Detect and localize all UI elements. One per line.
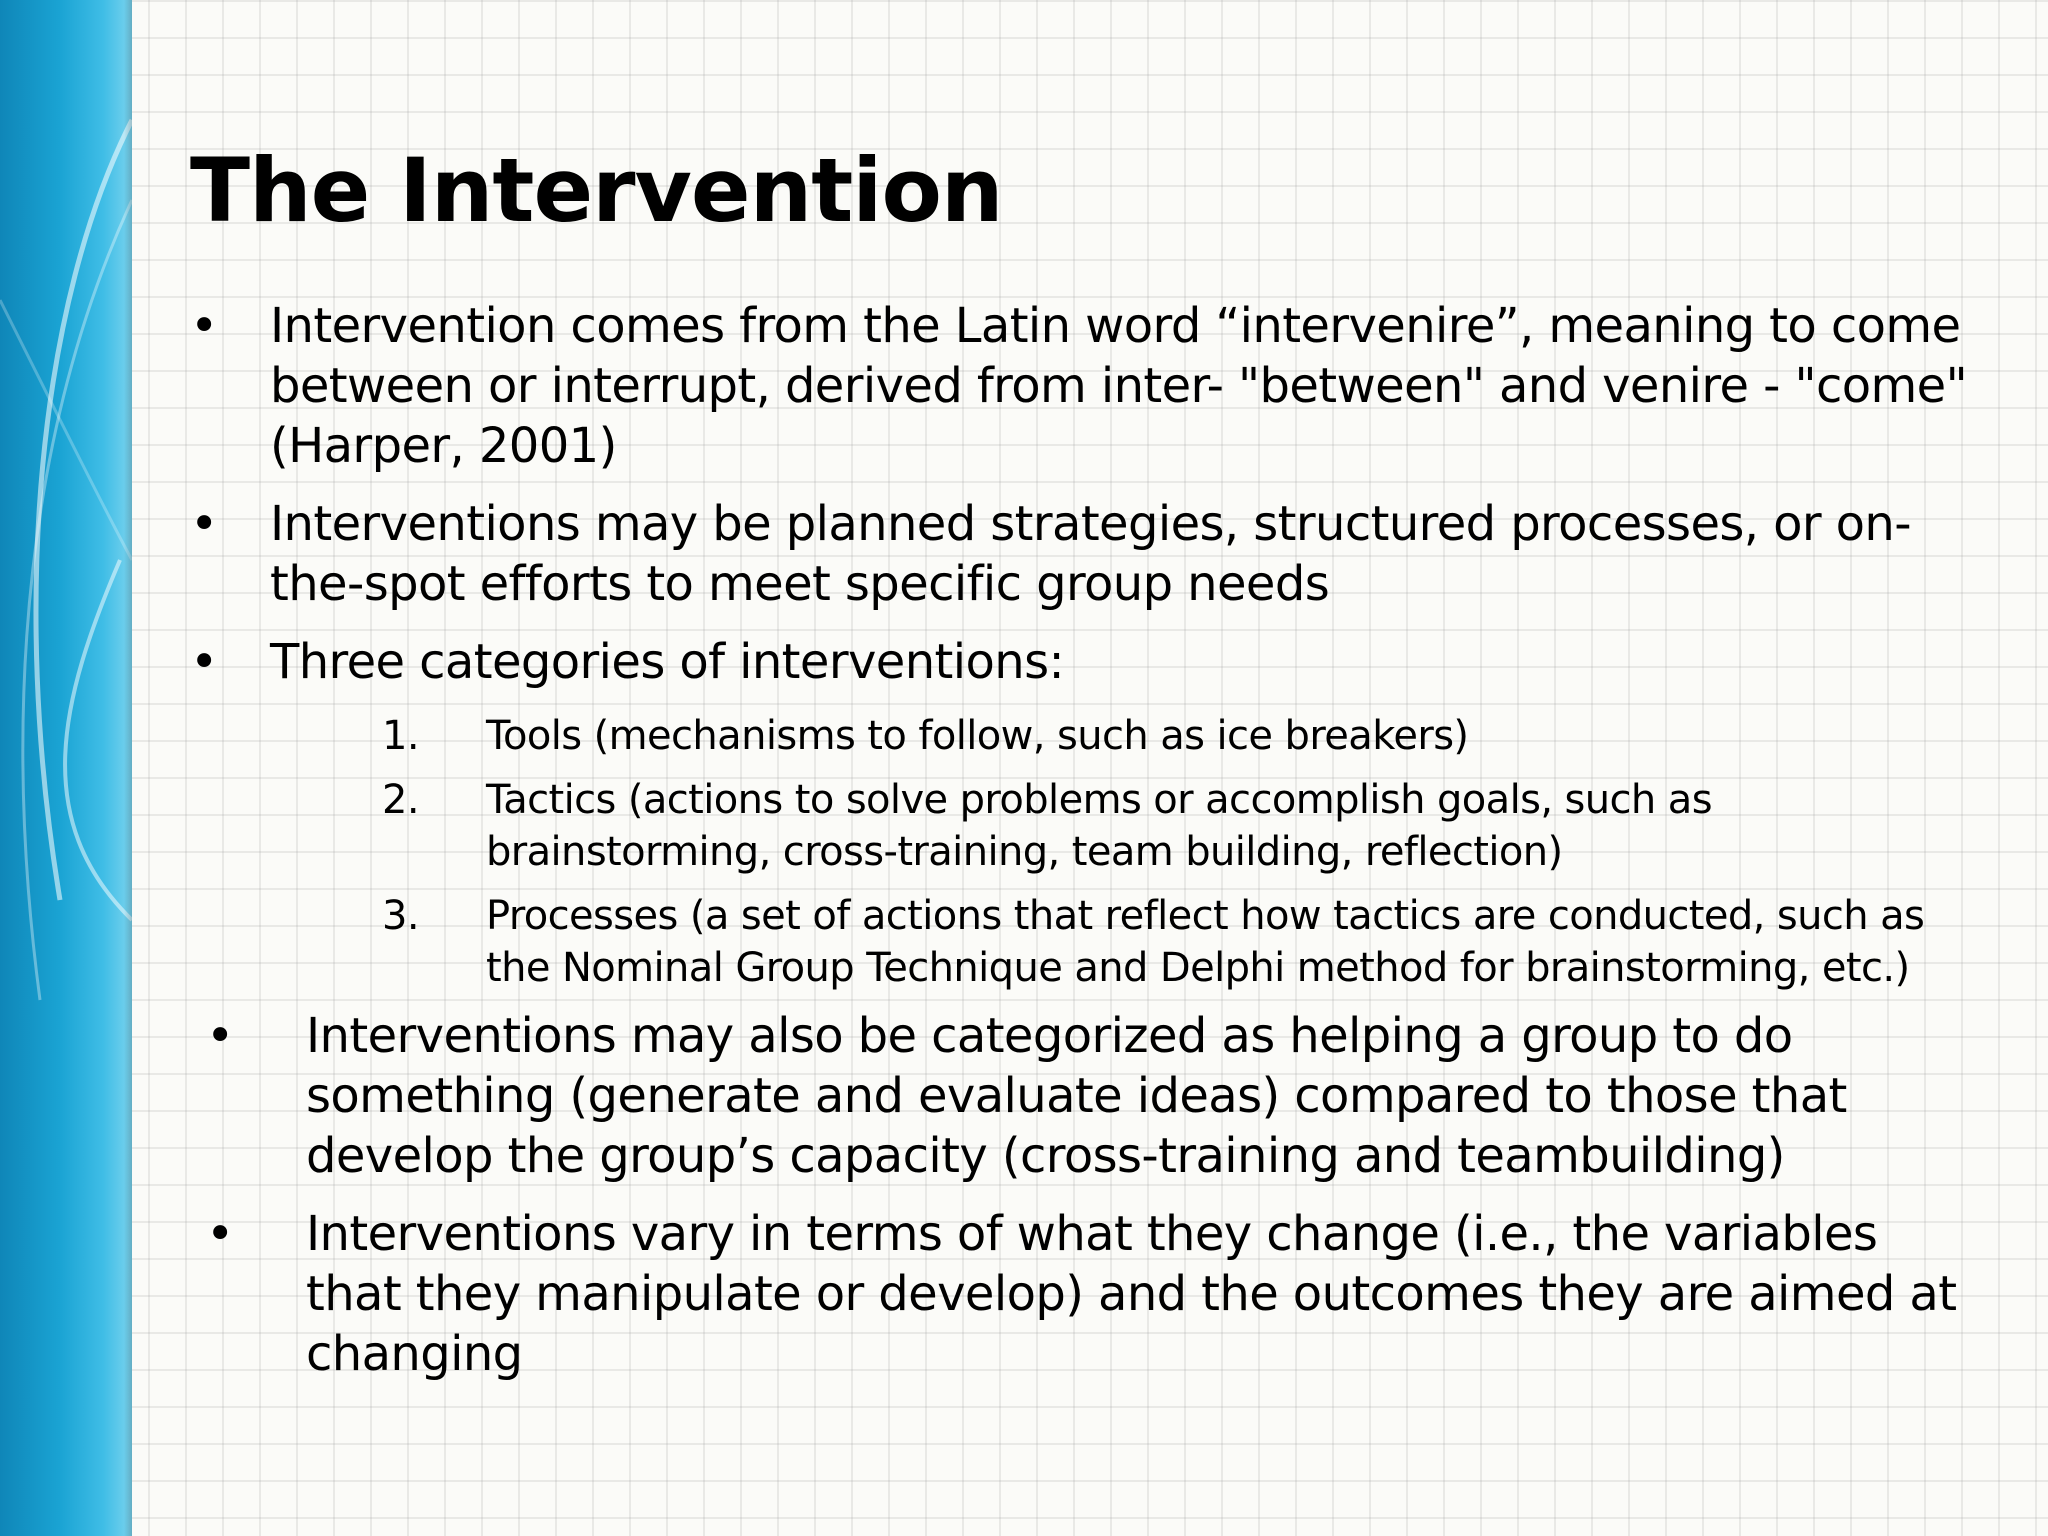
- bullet-item: [190, 1204, 1970, 1384]
- bullet-dot: •: [206, 1008, 234, 1064]
- bullet-text: Interventions may be planned strategies, structured processes, or on-the-spot efforts to meet specific group needs: [270, 496, 1911, 612]
- bullet-dot: •: [190, 298, 218, 354]
- bullet-text: Interventions vary in terms of what they change (i.e., the variables that they manipulate or develop) and the outcomes they are aimed at changing: [306, 1206, 1957, 1382]
- category-text: Tactics (actions to solve problems or accomplish goals, such as brainstorming, cross-training, team building, reflection): [486, 777, 1712, 875]
- category-number: 3.: [382, 893, 419, 939]
- category-text: Tools (mechanisms to follow, such as ice breakers): [486, 713, 1469, 759]
- bullet-text: Interventions may also be categorized as helping a group to do something (generate and evaluate ideas) compared to those that develop the group’s capacity (cross-training and teambuilding): [306, 1008, 1847, 1184]
- swoosh-decoration-icon: [0, 0, 132, 1536]
- bullet-text: Three categories of interventions:: [270, 634, 1065, 690]
- bullet-item: [190, 1006, 1970, 1186]
- category-number: 1.: [382, 713, 419, 759]
- category-item: [190, 710, 1970, 762]
- bullet-dot: •: [190, 496, 218, 552]
- bullet-item: [190, 632, 1970, 692]
- category-item: [190, 890, 1970, 994]
- decorative-left-band: [0, 0, 132, 1536]
- bullet-dot: •: [190, 634, 218, 690]
- bullet-text: Intervention comes from the Latin word “intervenire”, meaning to come between or interrupt, derived from inter- "between" and venire - "come" (Harper, 2001): [270, 298, 1968, 474]
- slide-title: The Intervention: [190, 139, 1003, 242]
- bullet-dot: •: [206, 1206, 234, 1262]
- bullet-item: [190, 494, 1970, 614]
- category-number: 2.: [382, 777, 419, 823]
- bullet-item: [190, 296, 1970, 476]
- category-text: Processes (a set of actions that reflect how tactics are conducted, such as the Nominal Group Technique and Delphi method for brainstorming, etc.): [486, 893, 1925, 991]
- slide-content: [190, 296, 1970, 1402]
- category-item: [190, 774, 1970, 878]
- categories-list: [190, 710, 1970, 994]
